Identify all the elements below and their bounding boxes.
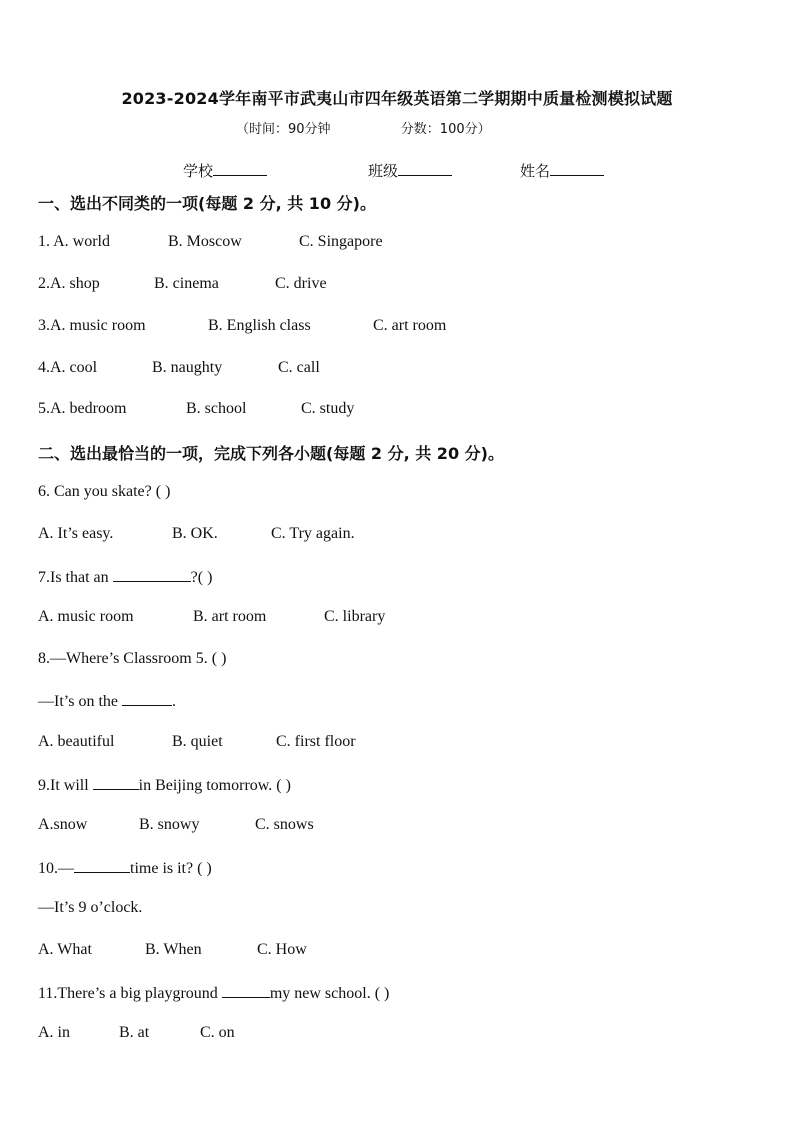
section-1-heading: 一、选出不同类的一项(每题 2 分, 共 10 分)。 (38, 194, 376, 213)
school-blank[interactable] (213, 161, 267, 176)
q8-blank[interactable] (122, 691, 172, 706)
q4-option-a: 4.A. cool (38, 359, 98, 376)
q7-blank[interactable] (113, 567, 191, 582)
q4-option-b: B. naughty (152, 359, 223, 376)
name-field[interactable] (520, 160, 604, 181)
q5-option-b: B. school (186, 400, 247, 417)
q6-option-b: B. OK. (172, 525, 218, 542)
page-title: 2023-2024学年南平市武夷山市四年级英语第二学期期中质量检测模拟试题 (121, 89, 673, 108)
q6-option-a: A. It’s easy. (38, 525, 114, 542)
q3-option-b: B. English class (208, 317, 311, 334)
q1-option-a: 1. A. world (38, 233, 110, 250)
q9-stem-end: in Beijing tomorrow. ( ) (138, 777, 291, 794)
q7-option-b: B. art room (193, 608, 267, 625)
q10-stem-start: 10.— (38, 860, 74, 877)
class-field[interactable] (368, 160, 452, 181)
q7-stem-start: 7.Is that an (38, 569, 113, 586)
q10-option-b: B. When (145, 941, 202, 958)
q2-option-c: C. drive (275, 275, 327, 292)
q5-option-c: C. study (301, 400, 355, 417)
question-6-stem: 6. Can you skate? ( ) (38, 483, 171, 500)
question-8-reply (38, 691, 176, 711)
class-blank[interactable] (398, 161, 452, 176)
q4-option-c: C. call (278, 359, 320, 376)
q8-option-c: C. first floor (276, 733, 356, 750)
q1-option-b: B. Moscow (168, 233, 242, 250)
q10-blank[interactable] (74, 858, 130, 873)
q7-option-a: A. music room (38, 608, 134, 625)
q7-option-c: C. library (324, 608, 386, 625)
q10-option-a: A. What (38, 941, 92, 958)
name-label: 姓名 (520, 162, 551, 180)
q6-option-c: C. Try again. (271, 525, 355, 542)
q9-option-b: B. snowy (139, 816, 200, 833)
question-10-reply: —It’s 9 o’clock. (38, 899, 143, 916)
q9-blank[interactable] (93, 775, 139, 790)
question-9-stem (38, 775, 291, 795)
q11-option-b: B. at (119, 1024, 150, 1041)
q3-option-a: 3.A. music room (38, 317, 146, 334)
school-label: 学校 (183, 162, 214, 180)
q8-option-b: B. quiet (172, 733, 223, 750)
class-label: 班级 (368, 162, 399, 180)
q8-reply-start: —It’s on the (38, 693, 122, 710)
question-11-stem (38, 983, 389, 1003)
question-10-stem (38, 858, 212, 878)
q3-option-c: C. art room (373, 317, 447, 334)
q5-option-a: 5.A. bedroom (38, 400, 127, 417)
q11-option-a: A. in (38, 1024, 70, 1041)
q10-option-c: C. How (257, 941, 307, 958)
name-blank[interactable] (550, 161, 604, 176)
q2-option-b: B. cinema (154, 275, 219, 292)
time-score-subtitle: （时间：90分钟 分数：100分） (236, 122, 491, 137)
q1-option-c: C. Singapore (299, 233, 383, 250)
q10-stem-end: time is it? ( ) (130, 860, 212, 877)
q11-option-c: C. on (200, 1024, 235, 1041)
q9-option-a: A.snow (38, 816, 88, 833)
q7-stem-end: ?( ) (190, 569, 213, 586)
q8-option-a: A. beautiful (38, 733, 115, 750)
school-field[interactable] (183, 160, 267, 181)
question-7-stem (38, 567, 212, 587)
q8-reply-end: . (172, 693, 176, 710)
q9-option-c: C. snows (255, 816, 314, 833)
q9-stem-start: 9.It will (38, 777, 93, 794)
question-8-stem: 8.—Where’s Classroom 5. ( ) (38, 650, 227, 667)
q11-stem-start: 11.There’s a big playground (38, 985, 222, 1002)
section-2-heading: 二、选出最恰当的一项，完成下列各小题(每题 2 分, 共 20 分)。 (38, 444, 504, 463)
q11-blank[interactable] (222, 983, 270, 998)
q2-option-a: 2.A. shop (38, 275, 100, 292)
q11-stem-end: my new school. ( ) (269, 985, 390, 1002)
